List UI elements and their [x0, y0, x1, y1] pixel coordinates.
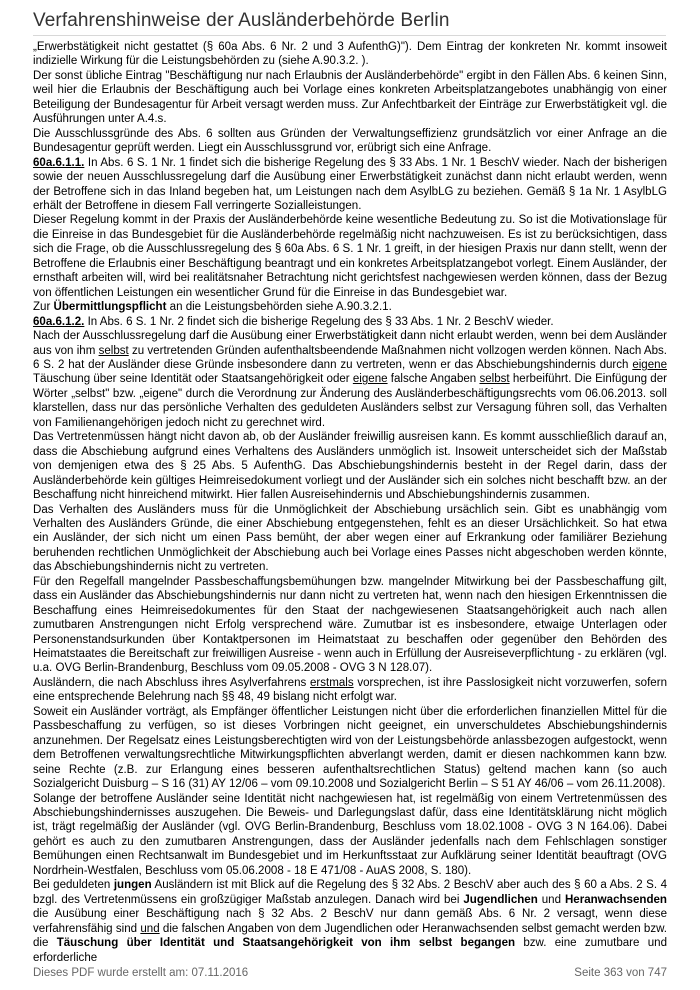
text-segment: Täuschung über Identität und Staatsangehörigkeit von ihm selbst begangen [56, 937, 516, 950]
document-body [33, 40, 667, 965]
text-segment: selbst [98, 344, 129, 357]
page-header [33, 10, 666, 36]
paragraph [33, 705, 667, 792]
paragraph [33, 503, 667, 575]
text-segment: bzw. eine zumutbare und erforderliche [33, 937, 667, 964]
page-footer [33, 967, 667, 979]
text-segment: erstmals [309, 676, 354, 689]
text-segment: falsche Angaben [387, 373, 480, 386]
paragraph [33, 430, 667, 502]
text-segment: selbst [479, 373, 510, 386]
paragraph [33, 127, 667, 156]
text-segment: Das Vertretenmüssen hängt nicht davon ab, ob der Ausländer freiwillig ausreisen kann. Es kommt ausschließlich darauf an, dass die Abschiebung aufgrund eines Verhaltens des Ausländers unmöglich ist. Insoweit unterscheidet sich der Maßstab von demjenigen etwa des § 25 Abs. 5 AufenthG. Das Abschiebungshindernis besteht in der Regel darin, dass der Ausländerbehörde kein gültiges Heimreisedokument vorliegt und der Ausländer sich ein solches nicht beschafft bzw. an der Beschaffung nicht hinreichend mitwirkt. Hier fallen Ausreisehindernis und Abschiebungshindernis zusammen. [33, 431, 667, 502]
text-segment: Dieser Regelung kommt in der Praxis der Ausländerbehörde keine wesentliche Bedeutung zu. So ist die Motivationslage für die Einreise in das Bundesgebiet für die Ausländerbehörde regelmäßig nicht nachzuweisen. Es ist zu berücksichtigen, dass sich die Frage, ob die Ausschlussregelung des § 60a Abs. 6 S. 1 Nr. 1 greift, in der hiesigen Praxis nur dann stellt, wenn der Betroffene die Erlaubnis einer Beschäftigung beantragt und ein konkretes Arbeitsplatzangebot vorlegt. Einem Ausländer, der ernsthaft arbeiten will, wird bei realitätsnaher Betrachtung nicht gerichtsfest nachgewiesen werden können, dass der Bezug von öffentlichen Leistungen ein wesentlicher Grund für die Einreise in das Bundesgebiet war. [33, 214, 667, 299]
text-segment: „Erwerbstätigkeit nicht gestattet (§ 60a Abs. 6 Nr. 2 und 3 AufenthG)"). Dem Eintrag der konkreten Nr. kommt insoweit indizielle Wirkung für die Leistungsbehörden zu (siehe A.90.3.2. ). [33, 41, 667, 68]
paragraph [33, 792, 667, 879]
text-segment: eigene [632, 358, 667, 371]
text-segment: an die Leistungsbehörden siehe A.90.3.2.1. [166, 301, 392, 314]
text-segment: Nach der Ausschlussregelung darf die Ausübung einer Erwerbstätigkeit dann nicht erlaubt werden, wenn bei dem Ausländer aus von ihm [33, 330, 667, 357]
paragraph [33, 40, 667, 69]
text-segment: eigene [352, 373, 388, 386]
paragraph [33, 156, 667, 214]
text-segment: Die Ausschlussgründe des Abs. 6 sollten aus Gründen der Verwaltungseffizienz grundsätzlich vor einer Anfrage an die Bundesagentur geprüft werden. Liegt ein Ausschlussgrund vor, erübrigt sich eine Anfrage. [33, 127, 667, 155]
text-segment: Bei geduldeten [33, 879, 114, 892]
text-segment: Der sonst übliche Eintrag "Beschäftigung nur nach Erlaubnis der Ausländerbehörde" ergibt in den Fällen Abs. 6 keinen Sinn, weil hier die Erlaubnis der Beschäftigung auch bei Vorlage eines konkreten Arbeitsplatzangebotes unabhängig von einer Beteiligung der Bundesagentur für Arbeit versagt werden muss. Zur Anfechtbarkeit der Einträge zur Erwerbstätigkeit vgl. die Ausführungen unter A.4.s. [33, 69, 667, 126]
text-segment: und [537, 893, 565, 906]
text-segment: herbeiführt. Die Einfügung der Wörter „selbst" bzw. „eigene" durch die Verordnung zur Änderung des Ausländerbeschäftigungsrechts vom 06.06.2013. soll klarstellen, dass nur das persönliche Verhalten des geduldeten Ausländers selbst zur Versagung führen soll, das Verhalten von Familienangehörigen jedoch nicht zu gerechnet wird. [33, 373, 667, 429]
text-segment: Zur [33, 301, 54, 314]
text-segment: Ausländern, die nach Abschluss ihres Asylverfahrens [33, 676, 310, 689]
text-segment: Das Verhalten des Ausländers muss für die Unmöglichkeit der Abschiebung ursächlich sein. Gibt es unabhängig vom Verhalten des Ausländers Gründe, die einer Abschiebung entgegenstehen, fehlt es an dieser Ursächlichkeit. So hat etwa ein Ausländer, der sich nicht um einen Pass bemüht, der aber wegen einer auf Erkrankung oder familiärer Beziehung beruhenden rechtlichen Unmöglichkeit der Abschiebung auch bei Vorlage eines Passes nicht abgeschoben werden könnte, das Abschiebungshindernis nicht zu vertreten. [33, 503, 667, 574]
text-segment: Täuschung über seine Identität oder Staatsangehörigkeit oder [33, 373, 353, 386]
paragraph [33, 69, 667, 127]
text-segment: 60a.6.1.1. [33, 156, 85, 169]
creation-date-note: Dieses PDF wurde erstellt am: 07.11.2016 [33, 967, 249, 979]
text-segment: und [140, 922, 160, 935]
page-number: Seite 363 von 747 [574, 967, 667, 979]
text-segment: Für den Regelfall mangelnder Passbeschaffungsbemühungen bzw. mangelnder Mitwirkung bei der Passbeschaffung gilt, dass ein Ausländer das Abschiebungshindernis nur dann nicht zu vertreten hat, wenn nach den hiesigen Erkenntnissen die Beschaffung eines Heimreisedokumentes für den Staat der nachgewiesenen Staatsangehörigkeit auch nach allen zumutbaren Anstrengungen nicht Erfolg versprechend wäre. Zumutbar ist es insbesondere, etwaige Unterlagen oder Personenstandsurkunden über Kontaktpersonen im Heimatstaat zu beschaffen oder gegenüber den Behörden des Heimatstaates die Bereitschaft zur freiwilligen Ausreise - wenn auch in Erfüllung der Ausreiseverpflichtung - zu erklären (vgl. u.a. OVG Berlin-Brandenburg, Beschluss vom 09.05.2008 - OVG 3 N 128.07). [33, 575, 667, 675]
text-segment: Solange der betroffene Ausländer seine Identität nicht nachgewiesen hat, ist regelmäßig von einem Vertretenmüssen des Abschiebungshindernisses auszugehen. Die Beweis- und Darlegungslast dafür, dass eine Identitätsklärung nicht möglich ist, trägt regelmäßig der Ausländer (vgl. OVG Berlin-Brandenburg, Beschluss vom 18.02.1008 - OVG 3 N 164.06). Dabei gehört es auch zu den zumutbaren Anstrengungen, dass der Ausländer jedenfalls nach dem Fehlschlagen sonstiger Bemühungen einen Rechtsanwalt im Bundesgebiet und im Herkunftsstaat zur Aufklärung seiner Identität beauftragt (OVG Nordrhein-Westfalen, Beschluss vom 05.06.2008 - 18 E 471/08 - AuAS 2008, S. 180). [33, 792, 667, 877]
text-segment: In Abs. 6 S. 1 Nr. 1 findet sich die bisherige Regelung des § 33 Abs. 1 Nr. 1 BeschV wieder. Nach der bisherigen sowie der neuen Ausschlussregelung darf die Ausübung einer Erwerbstätigkeit zunächst dann nicht erlaubt werden, wenn der Betroffene sich in das Inland begeben hat, um Leistungen nach dem AsylbLG zu beziehen. Gemäß § 1a Nr. 1 AsylbLG erhält der Betroffene in diesem Fall verringerte Sozialleistungen. [33, 156, 667, 212]
paragraph [33, 575, 667, 676]
text-segment: Soweit ein Ausländer vorträgt, als Empfänger öffentlicher Leistungen nicht über die erforderlichen finanziellen Mittel für die Passbeschaffung zu verfügen, so ist dieses Vorbringen nicht geeignet, ein unverschuldetes Abschiebungshindernis anzunehmen. Der Regelsatz eines Leistungsberechtigten wird von der Leistungsbehörde anlassbezogen aufgestockt, wenn dem Betroffenen verwaltungsrechtliche Mitwirkungspflichten abverlangt werden, damit er diesen nachkommen kann bzw. seine Rechte (z.B. zur Erlangung eines besseren aufenthaltsrechtlichen Status) geltend machen kann (so auch Sozialgericht Duisburg – S 16 (31) AY 12/06 – vom 09.10.2008 und Sozialgericht Berlin – S 51 AY 46/06 – vom 26.11.2008). [33, 705, 667, 791]
text-segment: die falschen Angaben von dem Jugendlichen oder Heranwachsenden selbst gemacht werden bzw. die [33, 922, 668, 950]
paragraph [33, 315, 667, 329]
paragraph [33, 329, 667, 430]
text-segment: Ausländern ist mit Blick auf die Regelung des § 32 Abs. 2 BeschV aber auch des § 60 a Abs. 2 S. 4 bzgl. des Vertretenmüssens ein großzügiger Maßstab anzulegen. Danach wird bei [33, 879, 667, 906]
text-segment: vorsprechen, ist ihre Passlosigkeit nicht vorzuwerfen, sofern eine entsprechende Belehrung nach §§ 48, 49 bislang nicht erfolgt war. [33, 676, 667, 704]
text-segment: zu vertretenden Gründen aufenthaltsbeendende Maßnahmen nicht vollzogen werden können. Nach Abs. 6 S. 2 hat der Ausländer diese Gründe insbesondere dann zu vertreten, wenn er das Abschiebungshindernis durch [33, 344, 667, 371]
paragraph [33, 213, 667, 300]
paragraph [33, 676, 667, 705]
text-segment: Heranwachsenden [564, 893, 667, 906]
text-segment: Jugendlichen [463, 893, 538, 906]
page-title: Verfahrenshinweise der Ausländerbehörde Berlin [33, 10, 450, 31]
paragraph [33, 300, 667, 314]
text-segment: jungen [113, 879, 152, 892]
text-segment: Übermittlungspflicht [53, 301, 167, 314]
text-segment: In Abs. 6 S. 1 Nr. 2 findet sich die bisherige Regelung des § 33 Abs. 1 Nr. 2 BeschV wieder. [84, 315, 554, 328]
paragraph [33, 878, 667, 965]
text-segment: 60a.6.1.2. [33, 315, 85, 328]
text-segment: die Ausübung einer Beschäftigung nach § 32 Abs. 2 BeschV nur dann gemäß Abs. 6 Nr. 2 versagt, wenn diese verfahrensfähig sind [33, 908, 667, 935]
